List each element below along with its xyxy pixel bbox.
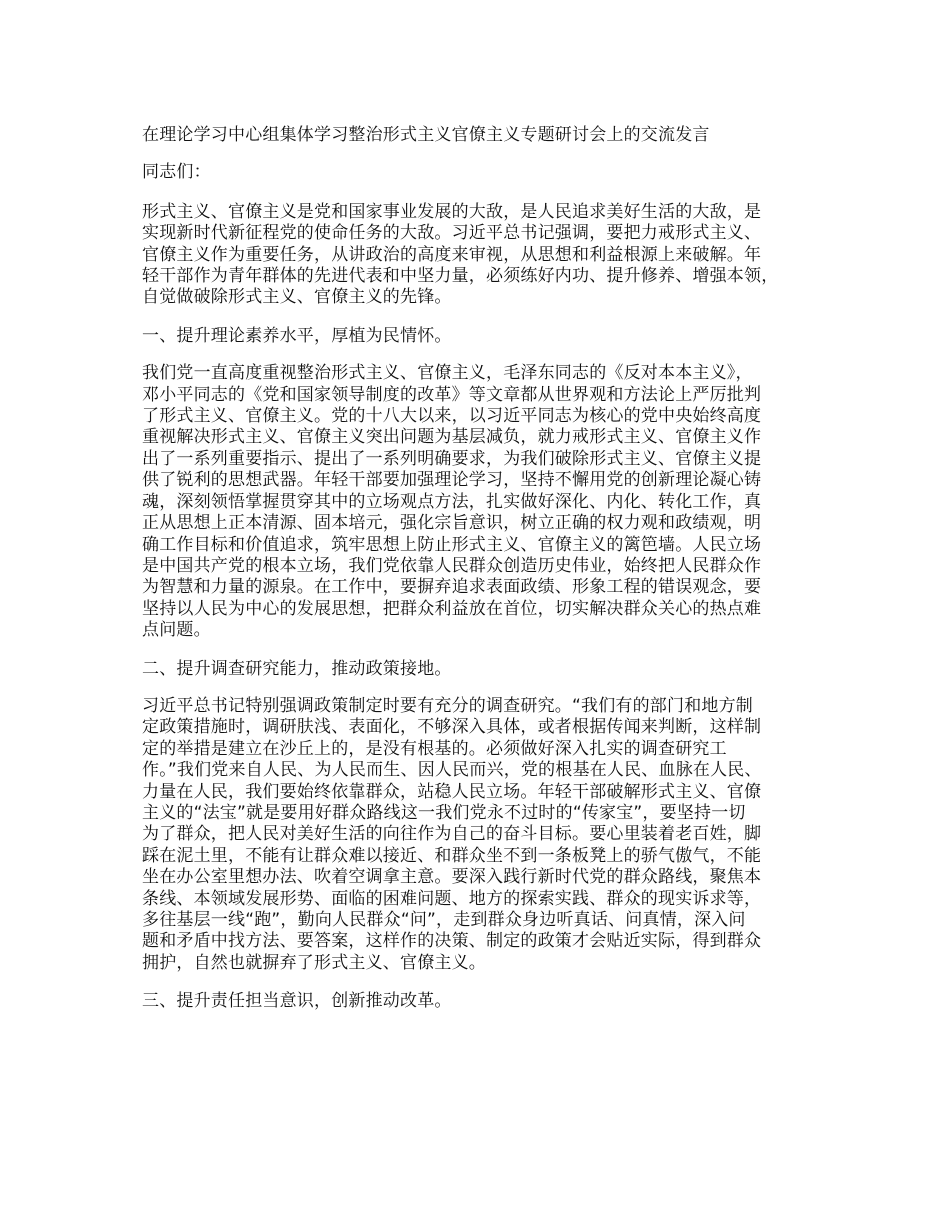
paragraph-line: 条线、本领域发展形势、面临的困难问题、地方的探索实践、群众的现实诉求等， — [142, 888, 762, 909]
paragraph-line: 实现新时代新征程党的使命任务的大敌。习近平总书记强调，要把力戒形式主义、 — [142, 223, 762, 244]
paragraph-line: 邓小平同志的《党和国家领导制度的改革》等文章都从世界观和方法论上严厉批判 — [142, 384, 762, 405]
paragraph-line: 拥护，自然也就摒弃了形式主义、官僚主义。 — [142, 952, 486, 973]
paragraph-line: 官僚主义作为重要任务，从讲政治的高度来审视，从思想和利益根源上来破解。年 — [142, 244, 762, 265]
paragraph-line: 题和矛盾中找方法、要答案，这样作的决策、制定的政策才会贴近实际，得到群众 — [142, 931, 762, 952]
paragraph-line: 形式主义、官僚主义是党和国家事业发展的大敌，是人民追求美好生活的大敌，是 — [142, 201, 762, 222]
paragraph-line: 点问题。 — [142, 620, 211, 641]
paragraph-line: 定的举措是建立在沙丘上的，是没有根基的。必须做好深入扎实的调查研究工 — [142, 738, 727, 759]
paragraph-line: 是中国共产党的根本立场，我们党依靠人民群众创造历史伟业，始终把人民群众作 — [142, 555, 762, 576]
paragraph-line: 我们党一直高度重视整治形式主义、官僚主义，毛泽东同志的《反对本本主义》， — [142, 363, 753, 384]
paragraph-line: 定政策措施时，调研肤浅、表面化，不够深入具体，或者根据传闻来判断，这样制 — [142, 717, 762, 738]
paragraph-line: 了形式主义、官僚主义。党的十八大以来，以习近平同志为核心的党中央始终高度 — [142, 406, 762, 427]
document-body — [142, 125, 832, 1029]
document-title: 在理论学习中心组集体学习整治形式主义官僚主义专题研讨会上的交流发言 — [142, 125, 710, 145]
paragraph-line: 正从思想上正本清源、固本培元，强化宗旨意识，树立正确的权力观和政绩观，明 — [142, 513, 762, 534]
paragraph-line: 习近平总书记特别强调政策制定时要有充分的调查研究。“我们有的部门和地方制 — [142, 695, 754, 716]
intro-paragraph — [142, 202, 832, 309]
paragraph-line: 轻干部作为青年群体的先进代表和中坚力量，必须练好内功、提升修养、增强本领， — [142, 266, 779, 287]
section-2-paragraph — [142, 696, 832, 974]
paragraph-line: 供了锐利的思想武器。年轻干部要加强理论学习，坚持不懈用党的创新理论凝心铸 — [142, 470, 762, 491]
paragraph-line: 魂，深刻领悟掌握贯穿其中的立场观点方法，扎实做好深化、内化、转化工作，真 — [142, 491, 762, 512]
greeting: 同志们： — [142, 162, 211, 183]
paragraph-line: 多往基层一线“跑”，勤向人民群众“问”，走到群众身边听真话、问真情，深入问 — [142, 910, 746, 930]
section-heading-2: 二、提升调查研究能力，推动政策接地。 — [142, 658, 452, 679]
paragraph-line: 出了一系列重要指示、提出了一系列明确要求，为我们破除形式主义、官僚主义提 — [142, 448, 762, 469]
paragraph-line: 为了群众，把人民对美好生活的向往作为自己的奋斗目标。要心里装着老百姓，脚 — [142, 824, 762, 845]
section-heading-1: 一、提升理论素养水平，厚植为民情怀。 — [142, 325, 452, 346]
paragraph-line: 踩在泥土里，不能有让群众难以接近、和群众坐不到一条板凳上的骄气傲气，不能 — [142, 845, 762, 866]
paragraph-line: 作。”我们党来自人民、为人民而生、因人民而兴，党的根基在人民、血脉在人民、 — [142, 760, 762, 781]
paragraph-line: 重视解决形式主义、官僚主义突出问题为基层减负，就力戒形式主义、官僚主义作 — [142, 427, 762, 448]
paragraph-line: 为智慧和力量的源泉。在工作中，要摒弃追求表面政绩、形象工程的错误观念，要 — [142, 577, 762, 598]
section-1-paragraph — [142, 363, 832, 641]
section-heading-3: 三、提升责任担当意识，创新推动改革。 — [142, 991, 452, 1012]
paragraph-line: 坐在办公室里想办法、吹着空调拿主意。要深入践行新时代党的群众路线，聚焦本 — [142, 867, 762, 888]
paragraph-line: 确工作目标和价值追求，筑牢思想上防止形式主义、官僚主义的篱笆墙。人民立场 — [142, 534, 762, 555]
paragraph-line: 自觉做破除形式主义、官僚主义的先锋。 — [142, 287, 452, 308]
paragraph-line: 主义的“法宝”就是要用好群众路线这一我们党永不过时的“传家宝”，要坚持一切 — [142, 802, 746, 823]
paragraph-line: 力量在人民，我们要始终依靠群众，站稳人民立场。年轻干部破解形式主义、官僚 — [142, 781, 762, 802]
paragraph-line: 坚持以人民为中心的发展思想，把群众利益放在首位，切实解决群众关心的热点难 — [142, 598, 762, 619]
